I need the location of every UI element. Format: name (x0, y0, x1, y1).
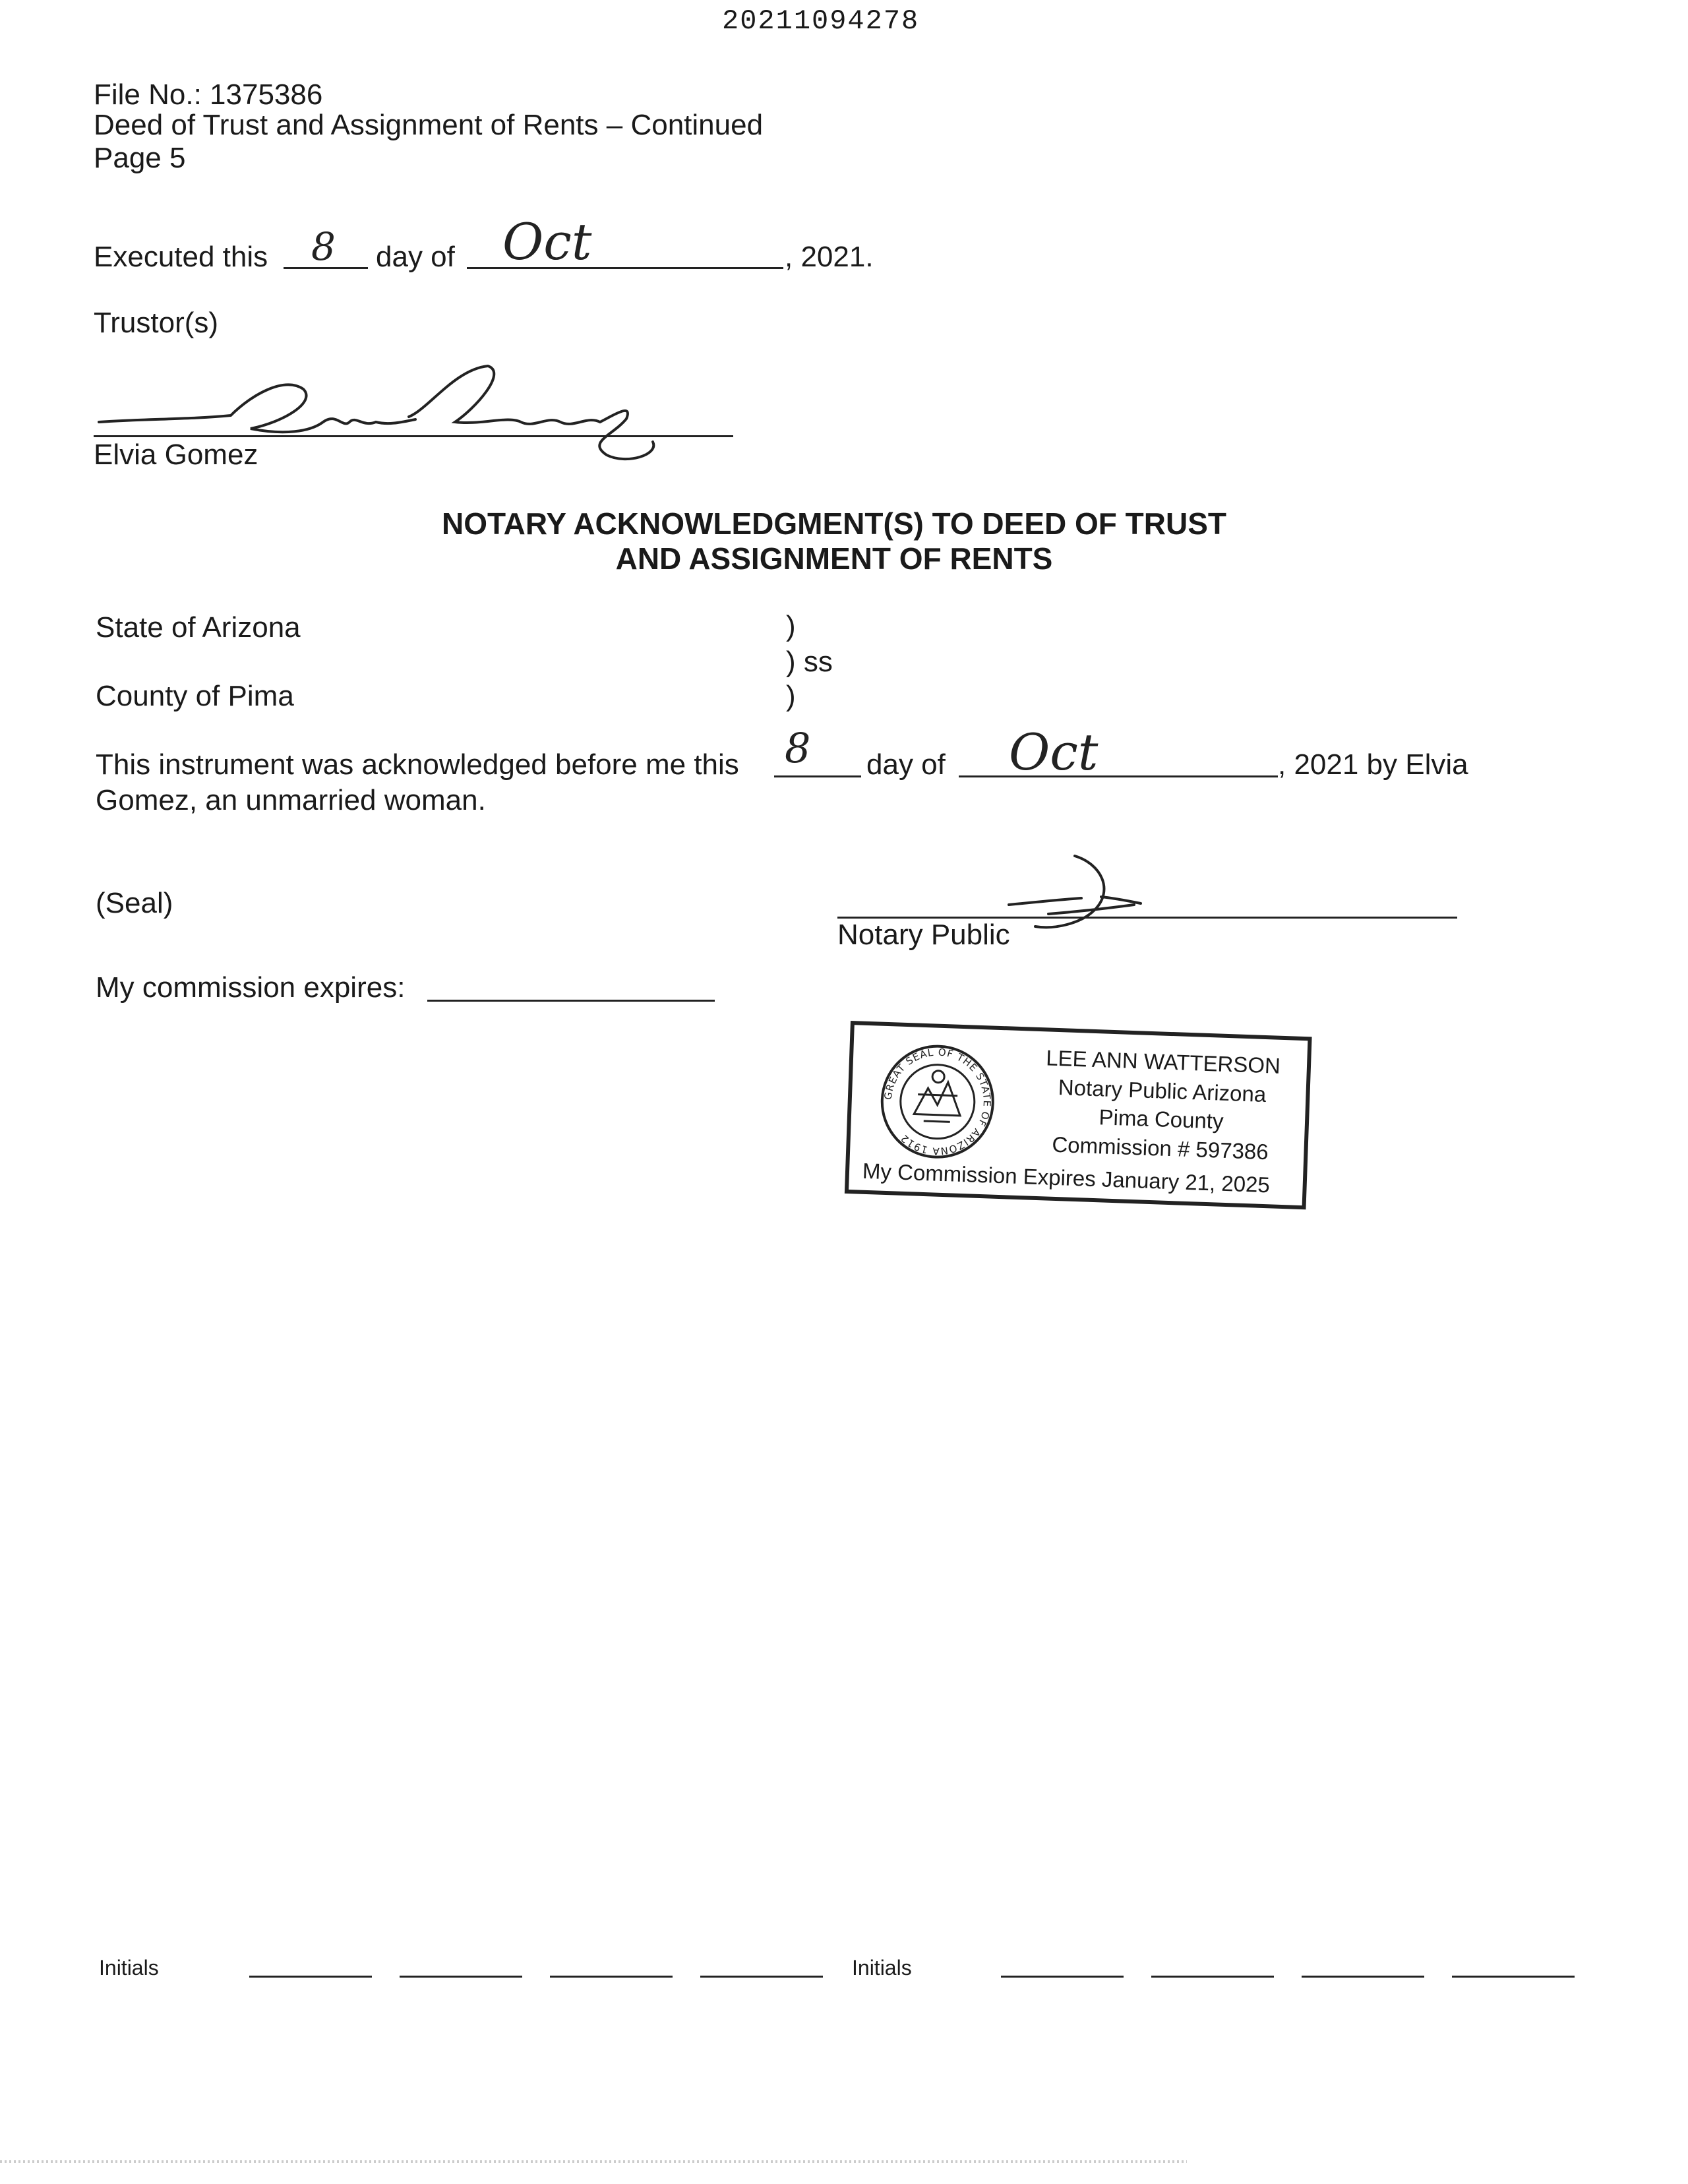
stamp-county: Pima County (1099, 1105, 1224, 1134)
notary-title-line-1: NOTARY ACKNOWLEDGMENT(S) TO DEED OF TRUST (441, 506, 1226, 541)
document-number: 20211094278 (722, 5, 920, 37)
page-number: Page 5 (94, 142, 186, 174)
initials-left-line-4 (700, 1976, 823, 1978)
stamp-notary-name: LEE ANN WATTERSON (1045, 1045, 1281, 1078)
stamp-expiration: My Commission Expires January 21, 2025 (862, 1158, 1271, 1198)
seal-text: GREAT SEAL OF THE STATE OF ARIZONA 1912 (882, 1046, 993, 1157)
venue-paren-bottom: ) (786, 680, 796, 712)
executed-prefix: Executed this (94, 241, 268, 273)
stamp-text-block (1015, 1043, 1309, 1167)
document-title: Deed of Trust and Assignment of Rents – Continued (94, 109, 764, 141)
ack-prefix: This instrument was acknowledged before me this (96, 748, 739, 781)
file-number: File No.: 1375386 (94, 78, 323, 111)
trustor-label: Trustor(s) (94, 307, 219, 339)
notary-title-line-2: AND ASSIGNMENT OF RENTS (615, 541, 1053, 576)
county-label: County of Pima (96, 680, 294, 712)
notary-signature (1002, 851, 1160, 943)
notary-public-label: Notary Public (837, 919, 1010, 951)
initials-left-line-2 (400, 1976, 522, 1978)
initials-right-line-2 (1151, 1976, 1274, 1978)
stamp-notary-title: Notary Public Arizona (1058, 1074, 1267, 1107)
ack-day-value: 8 (785, 724, 811, 772)
initials-left-line-3 (550, 1976, 673, 1978)
ack-suffix: , 2021 by Elvia (1278, 748, 1468, 781)
ack-day-line (774, 775, 861, 777)
ack-line-2: Gomez, an unmarried woman. (96, 784, 486, 816)
seal-label: (Seal) (96, 887, 173, 919)
stamp-commission-number: Commission # 597386 (1051, 1132, 1269, 1164)
notary-section-title (0, 506, 1668, 576)
initials-left-label: Initials (99, 1956, 159, 1980)
initials-right-label: Initials (852, 1956, 912, 1980)
ack-day-word: day of (866, 748, 946, 781)
executed-day-word: day of (376, 241, 455, 273)
venue-paren-ss: ) ss (786, 646, 833, 678)
initials-left-line-1 (249, 1976, 372, 1978)
scan-artifact (0, 2160, 1187, 2163)
executed-year: , 2021. (785, 241, 874, 273)
ack-month-value: Oct (1009, 723, 1099, 781)
initials-right-line-4 (1452, 1976, 1575, 1978)
commission-expires-line (427, 1000, 715, 1002)
executed-day-value: 8 (311, 224, 336, 269)
trustor-signature-line (94, 435, 733, 437)
initials-right-line-3 (1302, 1976, 1424, 1978)
trustor-name: Elvia Gomez (94, 439, 258, 471)
venue-paren-top: ) (786, 610, 796, 642)
commission-label: My commission expires: (96, 971, 406, 1004)
initials-right-line-1 (1001, 1976, 1124, 1978)
executed-month-value: Oct (502, 212, 592, 271)
state-seal-icon (876, 1041, 999, 1163)
ack-month-line (959, 775, 1278, 777)
state-label: State of Arizona (96, 611, 301, 644)
notary-stamp (845, 1021, 1312, 1209)
